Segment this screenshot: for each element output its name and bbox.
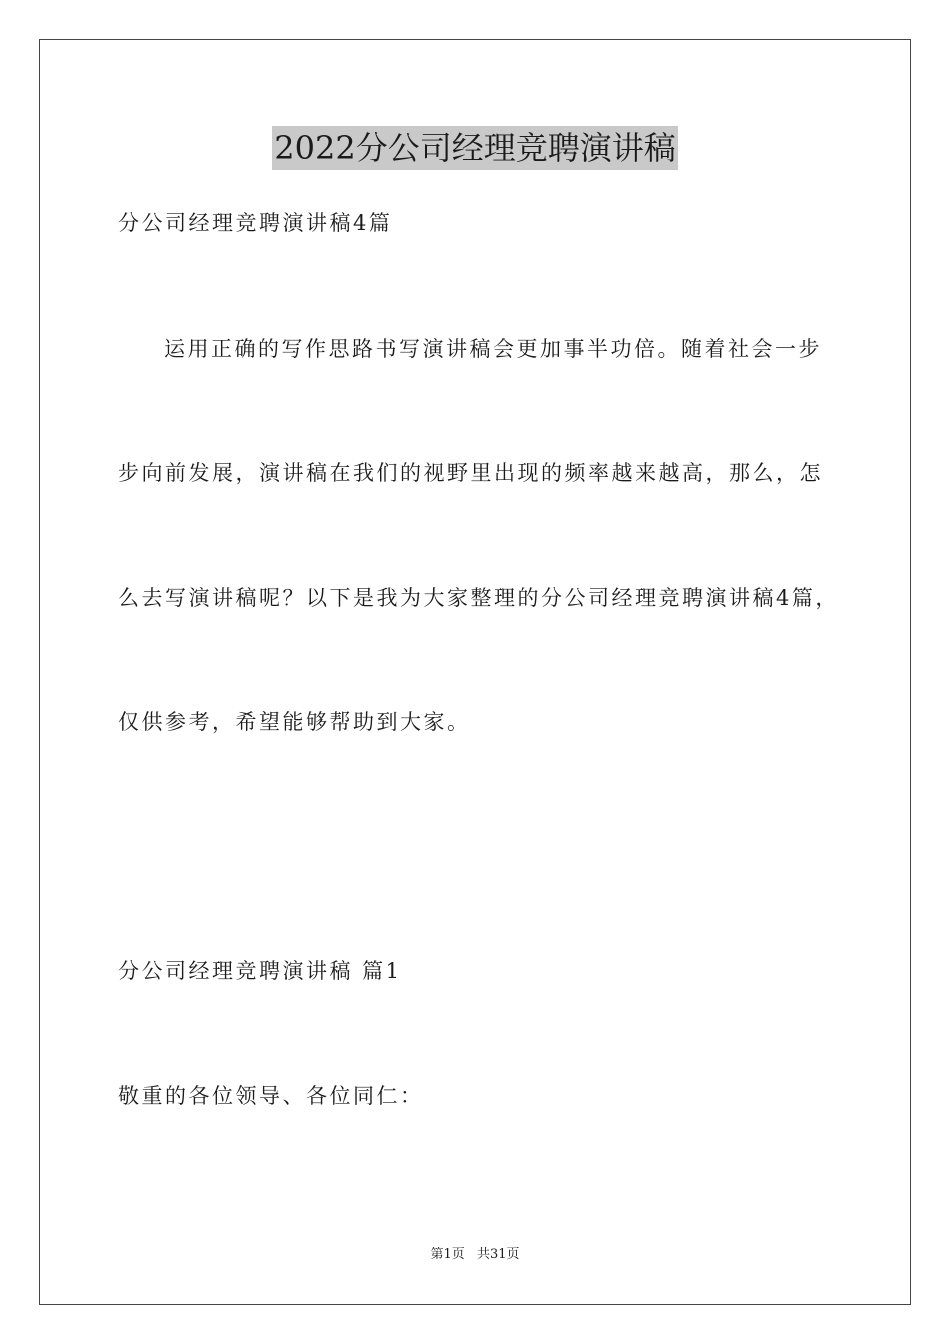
intro-line-4: 仅供参考，希望能够帮助到大家。 [118,710,471,734]
page-number: 第1页 [430,1247,465,1262]
document-title: 2022分公司经理竞聘演讲稿 [272,126,677,170]
intro-line-2: 步向前发展，演讲稿在我们的视野里出现的频率越来越高，那么，怎 [118,461,823,485]
title-container [0,126,950,170]
intro-line-1: 运用正确的写作思路书写演讲稿会更加事半功倍。随着社会一步 [164,337,822,361]
section-heading: 分公司经理竞聘演讲稿 篇1 [118,959,402,983]
page-footer [0,1246,950,1264]
intro-line-3: 么去写演讲稿呢？以下是我为大家整理的分公司经理竞聘演讲稿4篇， [118,586,839,610]
document-subtitle: 分公司经理竞聘演讲稿4篇 [118,211,393,235]
page-total: 共31页 [476,1247,520,1262]
salutation: 敬重的各位领导、各位同仁： [118,1084,424,1108]
